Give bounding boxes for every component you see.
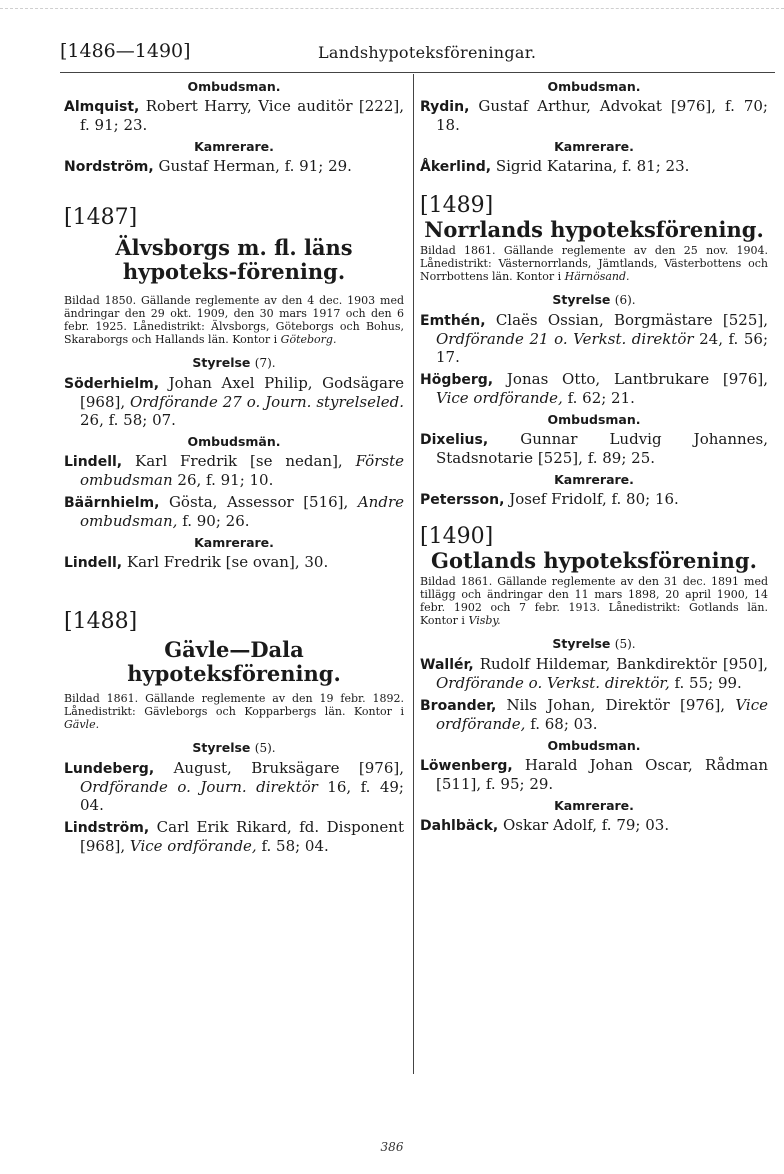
- member-count: (5).: [254, 741, 276, 755]
- person-entry: [64, 97, 404, 134]
- office-city: Härnösand.: [564, 270, 630, 283]
- person-role: Ordförande 21 o. Verkst. direktör: [436, 330, 694, 348]
- person-role: Ordförande o. Verkst. direktör,: [436, 674, 670, 692]
- person-details: Carl Erik Rikard, fd. Disponent [968],: [80, 818, 404, 855]
- member-count: (6).: [614, 293, 636, 307]
- person-years: f. 55; 99.: [669, 674, 742, 692]
- organization-title: Gävle—Dala hypoteksförening.: [127, 637, 341, 686]
- entry-number: [1490]: [420, 524, 494, 549]
- person-name: Löwenberg,: [420, 758, 513, 774]
- person-details: Gösta, Assessor [516],: [159, 493, 358, 511]
- member-count: (5).: [614, 637, 636, 651]
- person-name: Åkerlind,: [420, 159, 492, 175]
- person-role: Ordförande 27 o. Journ. styrelseled.: [129, 393, 404, 411]
- person-years: 26, f. 58; 07.: [80, 411, 176, 429]
- person-entry: [64, 553, 404, 572]
- section-heading-ombudsman: Ombudsmän.: [187, 434, 281, 449]
- section-heading-ombudsman: Ombudsman.: [547, 412, 641, 427]
- person-name: Wallér,: [420, 657, 474, 673]
- organization-info: [64, 294, 404, 346]
- section-label: Styrelse: [552, 292, 611, 307]
- left-column: [64, 76, 404, 859]
- person-name: Nordström,: [64, 159, 154, 175]
- person-role: Vice ordförande,: [436, 389, 563, 407]
- person-name: Lindström,: [64, 820, 150, 836]
- person-role: Förste ombudsman: [80, 452, 404, 489]
- person-details: Rudolf Hildemar, Bankdirektör [950],: [473, 655, 768, 673]
- person-role: Ordförande o. Journ. direktör: [80, 778, 318, 796]
- entry-number: [1489]: [420, 193, 494, 218]
- person-name: Bäärnhielm,: [64, 495, 160, 511]
- person-name: Broander,: [420, 698, 497, 714]
- page-range: [1486—1490]: [60, 40, 191, 62]
- person-entry: [420, 490, 768, 509]
- person-details: Harald Johan Oscar, Rådman [511], f. 95; 29.: [436, 756, 768, 793]
- person-details: Jonas Otto, Lantbrukare [976],: [493, 370, 768, 388]
- organization-title: Älvsborgs m. fl. läns hypoteks-förening.: [115, 235, 353, 284]
- person-details: Robert Harry, Vice auditör [222], f. 91; 23.: [80, 97, 404, 134]
- header-rule: [60, 72, 775, 73]
- section-heading-styrelse: [64, 354, 404, 372]
- section-label: Styrelse: [192, 355, 251, 370]
- person-entry: [420, 370, 768, 407]
- person-years: f. 68; 03.: [525, 715, 598, 733]
- person-entry: [64, 759, 404, 814]
- person-details: Karl Fredrik [se nedan],: [122, 452, 356, 470]
- person-entry: [64, 157, 404, 176]
- section-heading-kamrerare: Kamrerare.: [194, 535, 274, 550]
- person-years: 16, f. 49; 04.: [80, 778, 404, 814]
- entry-number: [1488]: [64, 609, 138, 634]
- info-text: Bildad 1850. Gällande reglemente av den 4 dec. 1903 med ändringar den 29 okt. 1909, den 30 mars 1917 och den 6 febr. 1925. Lånedistrikt: Älvsborgs, Göteborgs och Bohus, Skaraborgs och Hallands län. Kontor i: [64, 294, 404, 346]
- person-years: f. 58; 04.: [256, 837, 329, 855]
- person-name: Dahlbäck,: [420, 818, 499, 834]
- organization-info: [420, 575, 768, 627]
- person-name: Emthén,: [420, 313, 486, 329]
- person-details: Nils Johan, Direktör [976],: [496, 696, 736, 714]
- person-role: Andre ombudsman,: [80, 493, 404, 530]
- person-entry: [420, 430, 768, 467]
- person-entry: [420, 655, 768, 692]
- member-count: (7).: [254, 356, 276, 370]
- person-name: Petersson,: [420, 492, 505, 508]
- person-name: Lindell,: [64, 555, 123, 571]
- person-entry: [420, 157, 768, 176]
- section-heading-styrelse: [64, 739, 404, 757]
- person-years: f. 62; 21.: [562, 389, 635, 407]
- person-details: August, Bruksägare [976],: [154, 759, 404, 777]
- person-details: Oskar Adolf, f. 79; 03.: [498, 816, 670, 834]
- person-name: Högberg,: [420, 372, 494, 388]
- office-city: Göteborg.: [280, 333, 337, 346]
- person-entry: [64, 493, 404, 530]
- person-role: Vice ordförande,: [436, 696, 768, 733]
- section-heading-ombudsman: Ombudsman.: [187, 79, 281, 94]
- section-heading-kamrerare: Kamrerare.: [554, 139, 634, 154]
- section-heading-styrelse: [420, 635, 768, 653]
- right-column: [420, 76, 768, 839]
- person-role: Vice ordförande,: [129, 837, 257, 855]
- organization-info: [420, 244, 768, 283]
- person-name: Söderhielm,: [64, 376, 160, 392]
- section-heading-kamrerare: Kamrerare.: [554, 472, 634, 487]
- person-name: Rydin,: [420, 99, 470, 115]
- person-name: Dixelius,: [420, 432, 489, 448]
- section-heading-kamrerare: Kamrerare.: [554, 798, 634, 813]
- info-text: Bildad 1861. Gällande reglemente av den 19 febr. 1892. Lånedistrikt: Gävleborgs och Kopparbergs län. Kontor i: [64, 692, 404, 718]
- person-name: Almquist,: [64, 99, 140, 115]
- person-entry: [64, 374, 404, 429]
- section-heading-styrelse: [420, 291, 768, 309]
- person-details: Johan Axel Philip, Godsägare [968],: [80, 374, 404, 411]
- person-name: Lundeberg,: [64, 761, 155, 777]
- section-label: Styrelse: [552, 636, 611, 651]
- running-title: Landshypoteksföreningar.: [318, 43, 537, 62]
- section-heading-ombudsman: Ombudsman.: [547, 738, 641, 753]
- person-entry: [64, 452, 404, 489]
- person-entry: [420, 696, 768, 733]
- office-city: Visby.: [468, 614, 501, 627]
- office-city: Gävle.: [64, 718, 100, 731]
- person-details: Claës Ossian, Borgmästare [525],: [485, 311, 768, 329]
- person-details: Karl Fredrik [se ovan], 30.: [122, 553, 329, 571]
- info-text: Bildad 1861. Gällande reglemente av den 25 nov. 1904. Lånedistrikt: Västernorrlands, Jämtlands, Västerbottens och Norrbottens län. Kontor i: [420, 244, 768, 283]
- info-text: Bildad 1861. Gällande reglemente av den 31 dec. 1891 med tillägg och ändringar den 11 mars 1898, 20 april 1900, 14 febr. 1902 och 7 febr. 1913. Lånedistrikt: Gotlands län. Kontor i: [420, 575, 768, 627]
- section-heading-ombudsman: Ombudsman.: [547, 79, 641, 94]
- person-details: Gustaf Arthur, Advokat [976], f. 70; 18.: [436, 97, 768, 134]
- person-entry: [64, 818, 404, 855]
- person-details: Josef Fridolf, f. 80; 16.: [504, 490, 679, 508]
- section-heading-kamrerare: Kamrerare.: [194, 139, 274, 154]
- person-details: Gunnar Ludvig Johannes, Stadsnotarie [525], f. 89; 25.: [436, 430, 768, 467]
- page-number: 386: [380, 1140, 404, 1154]
- organization-title: Gotlands hypoteksförening.: [431, 548, 757, 573]
- person-years: 24, f. 56; 17.: [436, 330, 769, 366]
- person-entry: [420, 816, 768, 835]
- person-details: Sigrid Katarina, f. 81; 23.: [491, 157, 690, 175]
- section-label: Styrelse: [192, 740, 251, 755]
- person-name: Lindell,: [64, 454, 123, 470]
- organization-title: Norrlands hypoteksförening.: [424, 217, 764, 242]
- person-years: 26, f. 91; 10.: [172, 471, 274, 489]
- organization-info: [64, 692, 404, 731]
- column-divider: [413, 74, 414, 1074]
- person-details: Gustaf Herman, f. 91; 29.: [153, 157, 352, 175]
- person-years: f. 90; 26.: [177, 512, 250, 530]
- entry-number: [1487]: [64, 205, 138, 230]
- person-entry: [420, 97, 768, 134]
- scan-edge-line: [0, 8, 784, 9]
- person-entry: [420, 311, 768, 366]
- person-entry: [420, 756, 768, 793]
